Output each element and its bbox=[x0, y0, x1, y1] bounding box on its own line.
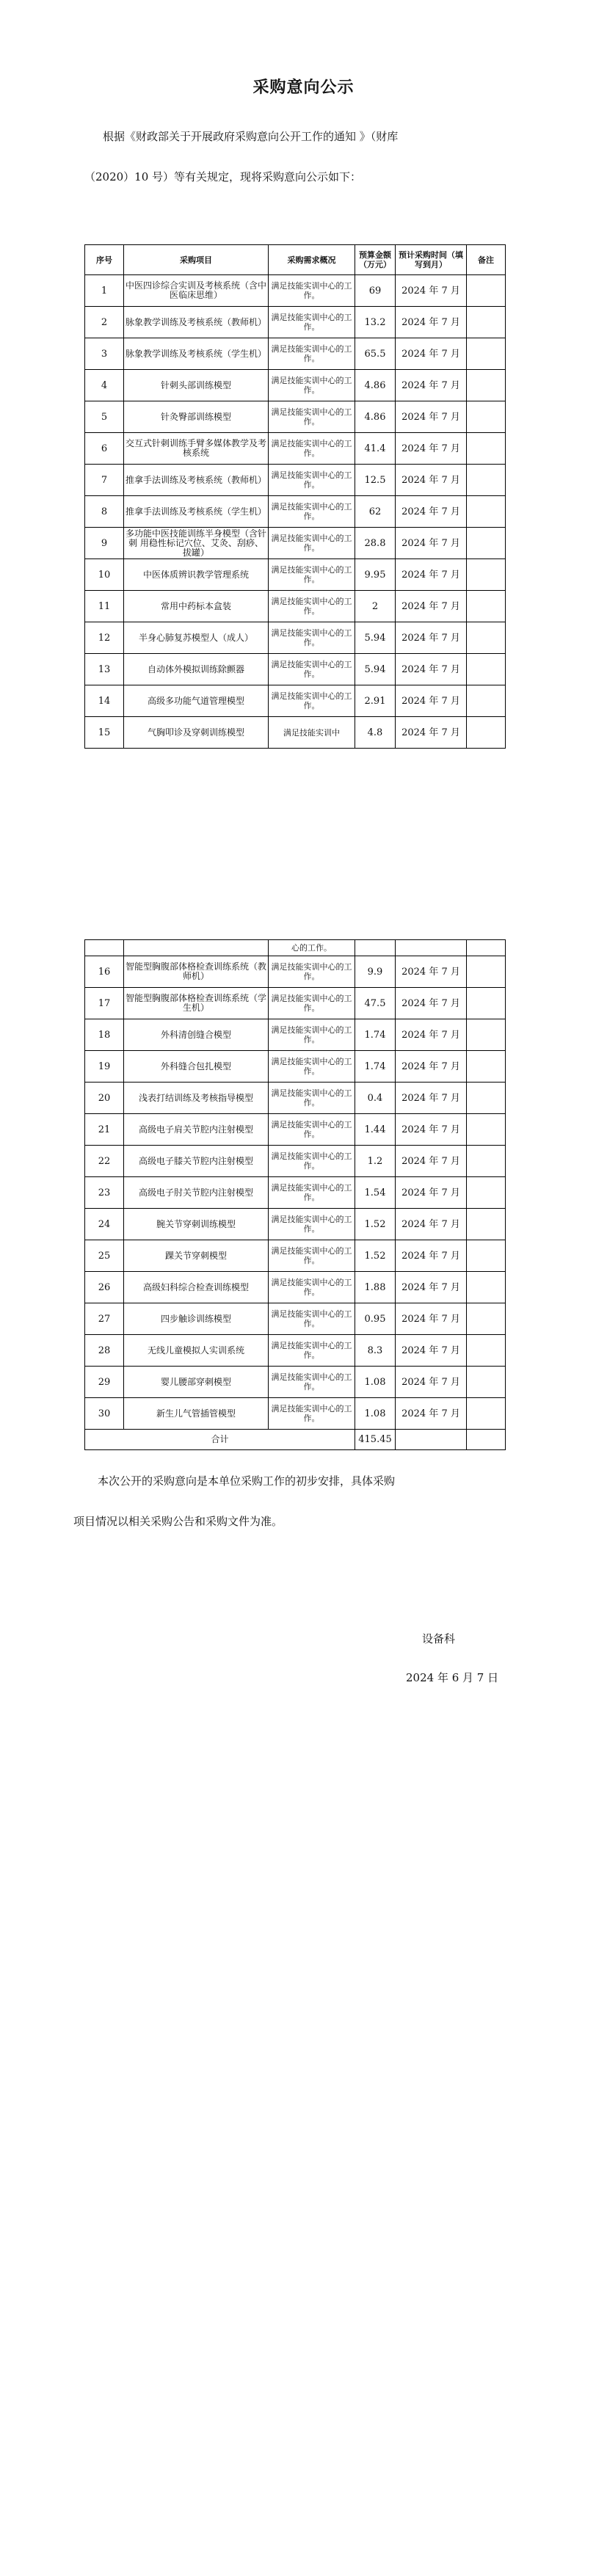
row-time: 2024 年 7 月 bbox=[396, 1209, 467, 1240]
row-note bbox=[467, 1114, 506, 1146]
row-note bbox=[467, 654, 506, 685]
row-item: 脉象教学训练及考核系统（学生机） bbox=[124, 338, 269, 370]
row-time: 2024 年 7 月 bbox=[396, 433, 467, 465]
row-note bbox=[467, 1177, 506, 1209]
total-note-empty bbox=[467, 1430, 506, 1450]
row-no: 8 bbox=[85, 496, 124, 528]
table-row bbox=[85, 465, 506, 496]
row-item: 高级电子肘关节腔内注射模型 bbox=[124, 1177, 269, 1209]
row-req: 满足技能实训中心的工作。 bbox=[269, 654, 355, 685]
row-item: 智能型胸腹部体格检查训练系统（教师机） bbox=[124, 956, 269, 988]
row-no: 18 bbox=[85, 1019, 124, 1051]
row-item: 交互式针刺训练手臂多媒体教学及考核系统 bbox=[124, 433, 269, 465]
row-budget: 1.88 bbox=[355, 1272, 396, 1303]
row-budget: 1.08 bbox=[355, 1398, 396, 1430]
row-note bbox=[467, 622, 506, 654]
row-budget: 9.95 bbox=[355, 559, 396, 591]
row-item: 高级电子膝关节腔内注射模型 bbox=[124, 1146, 269, 1177]
row-no: 12 bbox=[85, 622, 124, 654]
row-no: 17 bbox=[85, 988, 124, 1019]
row-time: 2024 年 7 月 bbox=[396, 1335, 467, 1367]
row-time: 2024 年 7 月 bbox=[396, 1114, 467, 1146]
row-req: 满足技能实训中心的工作。 bbox=[269, 1019, 355, 1051]
row-req: 满足技能实训中心的工作。 bbox=[269, 307, 355, 338]
row-no: 9 bbox=[85, 528, 124, 559]
row-item: 推拿手法训练及考核系统（学生机） bbox=[124, 496, 269, 528]
row-note bbox=[467, 1083, 506, 1114]
intro-line-1: 根据《财政部关于开展政府采购意向公开工作的通知 》（财库 bbox=[103, 130, 399, 143]
row-req: 满足技能实训中心的工作。 bbox=[269, 1303, 355, 1335]
row-budget: 1.2 bbox=[355, 1146, 396, 1177]
total-label: 合计 bbox=[85, 1430, 355, 1450]
table-row bbox=[85, 338, 506, 370]
row-no: 1 bbox=[85, 275, 124, 307]
row-req: 满足技能实训中心的工作。 bbox=[269, 1051, 355, 1083]
table-row bbox=[85, 1303, 506, 1335]
row-budget: 41.4 bbox=[355, 433, 396, 465]
row-item: 智能型胸腹部体格检查训练系统（学生机） bbox=[124, 988, 269, 1019]
row-req: 满足技能实训中心的工作。 bbox=[269, 528, 355, 559]
header-budget: 预算金额（万元） bbox=[355, 245, 396, 275]
row-note bbox=[467, 528, 506, 559]
header-note: 备注 bbox=[467, 245, 506, 275]
row-note bbox=[467, 1335, 506, 1367]
row-time: 2024 年 7 月 bbox=[396, 1367, 467, 1398]
row-note bbox=[467, 1272, 506, 1303]
row-budget: 65.5 bbox=[355, 338, 396, 370]
row-req: 满足技能实训中心的工作。 bbox=[269, 1146, 355, 1177]
row-budget: 4.86 bbox=[355, 370, 396, 401]
header-item: 采购项目 bbox=[124, 245, 269, 275]
table-row bbox=[85, 275, 506, 307]
total-time-empty bbox=[396, 1430, 467, 1450]
row-no: 10 bbox=[85, 559, 124, 591]
header-no: 序号 bbox=[85, 245, 124, 275]
table-row bbox=[85, 559, 506, 591]
row-note bbox=[467, 685, 506, 717]
table-row bbox=[85, 1209, 506, 1240]
row-note bbox=[467, 465, 506, 496]
row-budget: 9.9 bbox=[355, 956, 396, 988]
row-budget: 28.8 bbox=[355, 528, 396, 559]
row-item: 针刺头部训练模型 bbox=[124, 370, 269, 401]
row-item: 自动体外模拟训练除颤器 bbox=[124, 654, 269, 685]
row-no: 27 bbox=[85, 1303, 124, 1335]
row-note bbox=[467, 338, 506, 370]
row-note bbox=[467, 275, 506, 307]
table-row bbox=[85, 591, 506, 622]
row-req: 满足技能实训中心的工作。 bbox=[269, 988, 355, 1019]
row-time: 2024 年 7 月 bbox=[396, 1303, 467, 1335]
row-req: 满足技能实训中心的工作。 bbox=[269, 559, 355, 591]
row-note bbox=[467, 1367, 506, 1398]
row-budget: 1.08 bbox=[355, 1367, 396, 1398]
row-no: 7 bbox=[85, 465, 124, 496]
row-req: 满足技能实训中心的工作。 bbox=[269, 1240, 355, 1272]
row-no: 14 bbox=[85, 685, 124, 717]
table-row bbox=[85, 1177, 506, 1209]
total-value: 415.45 bbox=[355, 1430, 396, 1450]
row-req: 满足技能实训中心的工作。 bbox=[269, 622, 355, 654]
row-time: 2024 年 7 月 bbox=[396, 1051, 467, 1083]
continuation-req: 心的工作。 bbox=[269, 940, 355, 956]
row-time: 2024 年 7 月 bbox=[396, 465, 467, 496]
row-budget: 5.94 bbox=[355, 654, 396, 685]
row-req: 满足技能实训中 bbox=[269, 717, 355, 749]
row-time: 2024 年 7 月 bbox=[396, 685, 467, 717]
row-req: 满足技能实训中心的工作。 bbox=[269, 1114, 355, 1146]
row-no: 25 bbox=[85, 1240, 124, 1272]
row-no: 2 bbox=[85, 307, 124, 338]
header-time: 预计采购时间（填写到月） bbox=[396, 245, 467, 275]
closing-line-2: 项目情况以相关采购公告和采购文件为准。 bbox=[73, 1515, 283, 1528]
table-row bbox=[85, 1146, 506, 1177]
row-no: 22 bbox=[85, 1146, 124, 1177]
row-item: 针灸臀部训练模型 bbox=[124, 401, 269, 433]
row-no: 4 bbox=[85, 370, 124, 401]
row-no: 19 bbox=[85, 1051, 124, 1083]
row-item: 中医四诊综合实训及考核系统（含中医临床思维） bbox=[124, 275, 269, 307]
row-note bbox=[467, 717, 506, 749]
row-note bbox=[467, 1019, 506, 1051]
row-req: 满足技能实训中心的工作。 bbox=[269, 956, 355, 988]
table-row bbox=[85, 717, 506, 749]
row-no: 15 bbox=[85, 717, 124, 749]
row-req: 满足技能实训中心的工作。 bbox=[269, 685, 355, 717]
row-time: 2024 年 7 月 bbox=[396, 528, 467, 559]
row-note bbox=[467, 1209, 506, 1240]
table-row bbox=[85, 1398, 506, 1430]
row-req: 满足技能实训中心的工作。 bbox=[269, 1398, 355, 1430]
row-time: 2024 年 7 月 bbox=[396, 1272, 467, 1303]
table-row bbox=[85, 1114, 506, 1146]
row-note bbox=[467, 591, 506, 622]
row-note bbox=[467, 1240, 506, 1272]
row-time: 2024 年 7 月 bbox=[396, 717, 467, 749]
page-title: 采购意向公示 bbox=[252, 78, 355, 97]
row-budget: 47.5 bbox=[355, 988, 396, 1019]
row-budget: 1.44 bbox=[355, 1114, 396, 1146]
row-budget: 0.4 bbox=[355, 1083, 396, 1114]
row-item: 高级电子肩关节腔内注射模型 bbox=[124, 1114, 269, 1146]
row-item: 脉象教学训练及考核系统（教师机） bbox=[124, 307, 269, 338]
row-time: 2024 年 7 月 bbox=[396, 307, 467, 338]
table-row bbox=[85, 433, 506, 465]
table-row bbox=[85, 1051, 506, 1083]
row-req: 满足技能实训中心的工作。 bbox=[269, 465, 355, 496]
row-time: 2024 年 7 月 bbox=[396, 654, 467, 685]
row-budget: 13.2 bbox=[355, 307, 396, 338]
row-req: 满足技能实训中心的工作。 bbox=[269, 591, 355, 622]
row-no: 16 bbox=[85, 956, 124, 988]
row-time: 2024 年 7 月 bbox=[396, 370, 467, 401]
row-time: 2024 年 7 月 bbox=[396, 622, 467, 654]
row-budget: 2.91 bbox=[355, 685, 396, 717]
row-budget: 8.3 bbox=[355, 1335, 396, 1367]
row-note bbox=[467, 1051, 506, 1083]
table-row bbox=[85, 685, 506, 717]
row-time: 2024 年 7 月 bbox=[396, 988, 467, 1019]
row-req: 满足技能实训中心的工作。 bbox=[269, 1367, 355, 1398]
row-item: 踝关节穿刺模型 bbox=[124, 1240, 269, 1272]
row-note bbox=[467, 496, 506, 528]
row-no: 30 bbox=[85, 1398, 124, 1430]
table-row bbox=[85, 528, 506, 559]
row-budget: 69 bbox=[355, 275, 396, 307]
table-row bbox=[85, 1367, 506, 1398]
row-budget: 1.52 bbox=[355, 1209, 396, 1240]
row-item: 无线儿童模拟人实训系统 bbox=[124, 1335, 269, 1367]
row-no: 20 bbox=[85, 1083, 124, 1114]
row-time: 2024 年 7 月 bbox=[396, 1083, 467, 1114]
row-budget: 4.86 bbox=[355, 401, 396, 433]
row-req: 满足技能实训中心的工作。 bbox=[269, 401, 355, 433]
table-row bbox=[85, 1240, 506, 1272]
row-budget: 4.8 bbox=[355, 717, 396, 749]
row-no: 26 bbox=[85, 1272, 124, 1303]
row-time: 2024 年 7 月 bbox=[396, 338, 467, 370]
table-row bbox=[85, 1272, 506, 1303]
table-row bbox=[85, 496, 506, 528]
row-budget: 12.5 bbox=[355, 465, 396, 496]
row-req: 满足技能实训中心的工作。 bbox=[269, 1177, 355, 1209]
row-item: 多功能中医技能训练半身模型（含针刺 用稳性标记穴位、艾灸、刮痧、拔罐） bbox=[124, 528, 269, 559]
row-no: 28 bbox=[85, 1335, 124, 1367]
row-req: 满足技能实训中心的工作。 bbox=[269, 275, 355, 307]
row-budget: 1.74 bbox=[355, 1051, 396, 1083]
row-item: 婴儿腰部穿刺模型 bbox=[124, 1367, 269, 1398]
row-req: 满足技能实训中心的工作。 bbox=[269, 1335, 355, 1367]
row-time: 2024 年 7 月 bbox=[396, 1240, 467, 1272]
row-time: 2024 年 7 月 bbox=[396, 1019, 467, 1051]
closing-line-1: 本次公开的采购意向是本单位采购工作的初步安排，具体采购 bbox=[98, 1474, 396, 1488]
row-note bbox=[467, 307, 506, 338]
row-req: 满足技能实训中心的工作。 bbox=[269, 433, 355, 465]
row-item: 浅表打结训练及考核指导模型 bbox=[124, 1083, 269, 1114]
row-no: 13 bbox=[85, 654, 124, 685]
row-item: 常用中药标本盒装 bbox=[124, 591, 269, 622]
row-note bbox=[467, 370, 506, 401]
row-time: 2024 年 7 月 bbox=[396, 1398, 467, 1430]
row-item: 气胸叩诊及穿刺训练模型 bbox=[124, 717, 269, 749]
row-no: 23 bbox=[85, 1177, 124, 1209]
table-row bbox=[85, 956, 506, 988]
signature-department: 设备科 bbox=[422, 1632, 456, 1645]
row-item: 外科缝合包扎模型 bbox=[124, 1051, 269, 1083]
row-no: 29 bbox=[85, 1367, 124, 1398]
row-item: 高级多功能气道管理模型 bbox=[124, 685, 269, 717]
row-no: 3 bbox=[85, 338, 124, 370]
table-row bbox=[85, 307, 506, 338]
row-budget: 1.54 bbox=[355, 1177, 396, 1209]
row-req: 满足技能实训中心的工作。 bbox=[269, 370, 355, 401]
row-req: 满足技能实训中心的工作。 bbox=[269, 1209, 355, 1240]
row-note bbox=[467, 956, 506, 988]
row-time: 2024 年 7 月 bbox=[396, 1177, 467, 1209]
row-no: 5 bbox=[85, 401, 124, 433]
row-budget: 2 bbox=[355, 591, 396, 622]
table-row bbox=[85, 1019, 506, 1051]
table-row bbox=[85, 654, 506, 685]
row-note bbox=[467, 1303, 506, 1335]
table-row bbox=[85, 622, 506, 654]
row-time: 2024 年 7 月 bbox=[396, 275, 467, 307]
row-item: 新生儿气管插管模型 bbox=[124, 1398, 269, 1430]
row-req: 满足技能实训中心的工作。 bbox=[269, 1083, 355, 1114]
row-no: 11 bbox=[85, 591, 124, 622]
table-header-row bbox=[85, 245, 506, 275]
table-row bbox=[85, 988, 506, 1019]
table-row bbox=[85, 401, 506, 433]
row-req: 满足技能实训中心的工作。 bbox=[269, 338, 355, 370]
row-budget: 5.94 bbox=[355, 622, 396, 654]
row-no: 6 bbox=[85, 433, 124, 465]
row-note bbox=[467, 401, 506, 433]
row-budget: 1.52 bbox=[355, 1240, 396, 1272]
row-item: 外科清创缝合模型 bbox=[124, 1019, 269, 1051]
row-note bbox=[467, 559, 506, 591]
row-note bbox=[467, 1398, 506, 1430]
row-time: 2024 年 7 月 bbox=[396, 496, 467, 528]
procurement-table-part-2 bbox=[84, 939, 506, 1450]
header-req: 采购需求概况 bbox=[269, 245, 355, 275]
row-budget: 0.95 bbox=[355, 1303, 396, 1335]
row-budget: 1.74 bbox=[355, 1019, 396, 1051]
row-req: 满足技能实训中心的工作。 bbox=[269, 1272, 355, 1303]
procurement-table-part-1 bbox=[84, 244, 506, 749]
row-item: 半身心肺复苏模型人（成人） bbox=[124, 622, 269, 654]
row-note bbox=[467, 988, 506, 1019]
row-time: 2024 年 7 月 bbox=[396, 559, 467, 591]
row-time: 2024 年 7 月 bbox=[396, 591, 467, 622]
row-item: 四步触诊训练模型 bbox=[124, 1303, 269, 1335]
row-item: 推拿手法训练及考核系统（教师机） bbox=[124, 465, 269, 496]
row-no: 21 bbox=[85, 1114, 124, 1146]
table-total-row bbox=[85, 1430, 506, 1450]
row-time: 2024 年 7 月 bbox=[396, 1146, 467, 1177]
row-req: 满足技能实训中心的工作。 bbox=[269, 496, 355, 528]
row-item: 腕关节穿刺训练模型 bbox=[124, 1209, 269, 1240]
row-budget: 62 bbox=[355, 496, 396, 528]
row-time: 2024 年 7 月 bbox=[396, 956, 467, 988]
table-row bbox=[85, 1335, 506, 1367]
table-row bbox=[85, 370, 506, 401]
intro-line-2: （2020）10 号）等有关规定，现将采购意向公示如下： bbox=[84, 170, 362, 183]
row-no: 24 bbox=[85, 1209, 124, 1240]
row-note bbox=[467, 433, 506, 465]
row-time: 2024 年 7 月 bbox=[396, 401, 467, 433]
table-row-continuation bbox=[85, 940, 506, 956]
row-item: 中医体质辨识教学管理系统 bbox=[124, 559, 269, 591]
table-row bbox=[85, 1083, 506, 1114]
signature-date: 2024 年 6 月 7 日 bbox=[406, 1671, 499, 1684]
row-note bbox=[467, 1146, 506, 1177]
row-item: 高级妇科综合检查训练模型 bbox=[124, 1272, 269, 1303]
